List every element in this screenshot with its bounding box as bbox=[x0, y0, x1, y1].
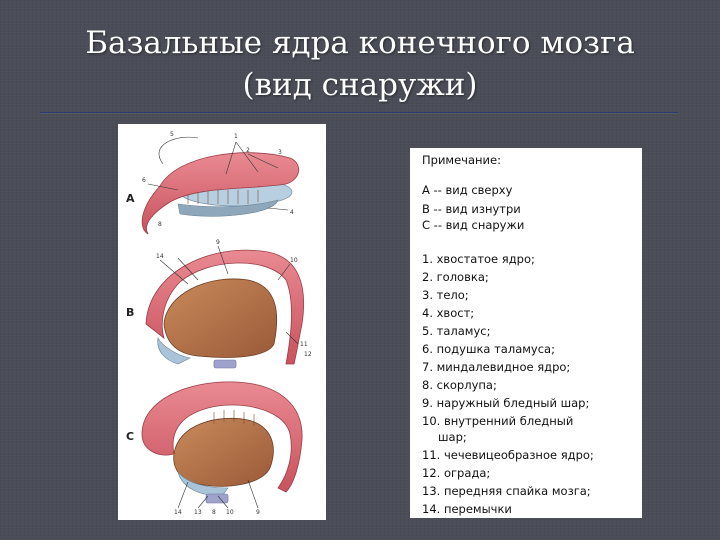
legend-item-8: 8. скорлупа; bbox=[422, 378, 497, 392]
legend-item-14: 14. перемычки bbox=[422, 502, 512, 516]
legend-item-2: 2. головка; bbox=[422, 270, 489, 284]
basal-ganglia-illustration bbox=[118, 124, 326, 520]
callout-c-10: 10 bbox=[226, 509, 234, 516]
legend-item-6: 6. подушка таламуса; bbox=[422, 342, 555, 356]
legend-item-13: 13. передняя спайка мозга; bbox=[422, 484, 591, 498]
slide-title bbox=[0, 22, 720, 106]
callout-b-10: 10 bbox=[290, 257, 298, 264]
panel-a-drawing bbox=[126, 131, 299, 234]
putamen-b bbox=[164, 279, 277, 358]
callout-a-5: 5 bbox=[170, 131, 174, 138]
legend-item-10-continued: шар; bbox=[438, 430, 467, 444]
legend-item-7: 7. миндалевидное ядро; bbox=[422, 360, 571, 374]
legend-item-4: 4. хвост; bbox=[422, 306, 475, 320]
legend-item-5: 5. таламус; bbox=[422, 324, 491, 338]
view-line-a: A -- вид сверху bbox=[422, 183, 513, 197]
panel-label-c: C bbox=[126, 430, 135, 443]
panel-c-drawing bbox=[126, 382, 302, 516]
callout-c-8: 8 bbox=[212, 509, 216, 516]
callout-b-9: 9 bbox=[216, 239, 220, 246]
notes-heading: Примечание: bbox=[422, 153, 501, 167]
callout-a-2: 2 bbox=[246, 147, 250, 154]
panel-b-drawing bbox=[126, 239, 312, 368]
callout-c-9: 9 bbox=[256, 509, 260, 516]
callout-a-6: 6 bbox=[142, 177, 146, 184]
basal-ganglia-figure bbox=[118, 124, 326, 520]
legend-item-1: 1. хвостатое ядро; bbox=[422, 252, 535, 266]
callout-a-3: 3 bbox=[278, 149, 282, 156]
panel-label-a: A bbox=[126, 192, 135, 205]
callout-c-14: 14 bbox=[174, 509, 182, 516]
anterior-commissure-b bbox=[214, 360, 236, 368]
legend-item-12: 12. ограда; bbox=[422, 466, 491, 480]
callout-b-12: 12 bbox=[304, 351, 312, 358]
legend-item-11: 11. чечевицеобразное ядро; bbox=[422, 448, 594, 462]
callout-b-11: 11 bbox=[300, 341, 308, 348]
callout-a-8: 8 bbox=[158, 221, 162, 228]
anterior-commissure-c bbox=[206, 494, 228, 503]
callout-c-13: 13 bbox=[194, 509, 202, 516]
view-line-c: C -- вид снаружи bbox=[422, 218, 525, 232]
legend-item-9: 9. наружный бледный шар; bbox=[422, 396, 590, 410]
callout-a-4: 4 bbox=[290, 209, 294, 216]
legend-item-10: 10. внутренний бледный bbox=[422, 414, 574, 428]
slide-title-line2: (вид снаружи) bbox=[242, 67, 478, 103]
view-line-b: B -- вид изнутри bbox=[422, 202, 521, 216]
panel-label-b: B bbox=[126, 306, 135, 319]
slide-title-line1: Базальные ядра конечного мозга bbox=[85, 25, 635, 61]
putamen-c bbox=[174, 418, 274, 486]
legend-item-3: 3. тело; bbox=[422, 288, 469, 302]
notes-panel bbox=[410, 148, 642, 518]
callout-b-14: 14 bbox=[156, 253, 164, 260]
callout-a-1: 1 bbox=[234, 133, 238, 140]
title-divider bbox=[40, 112, 678, 113]
